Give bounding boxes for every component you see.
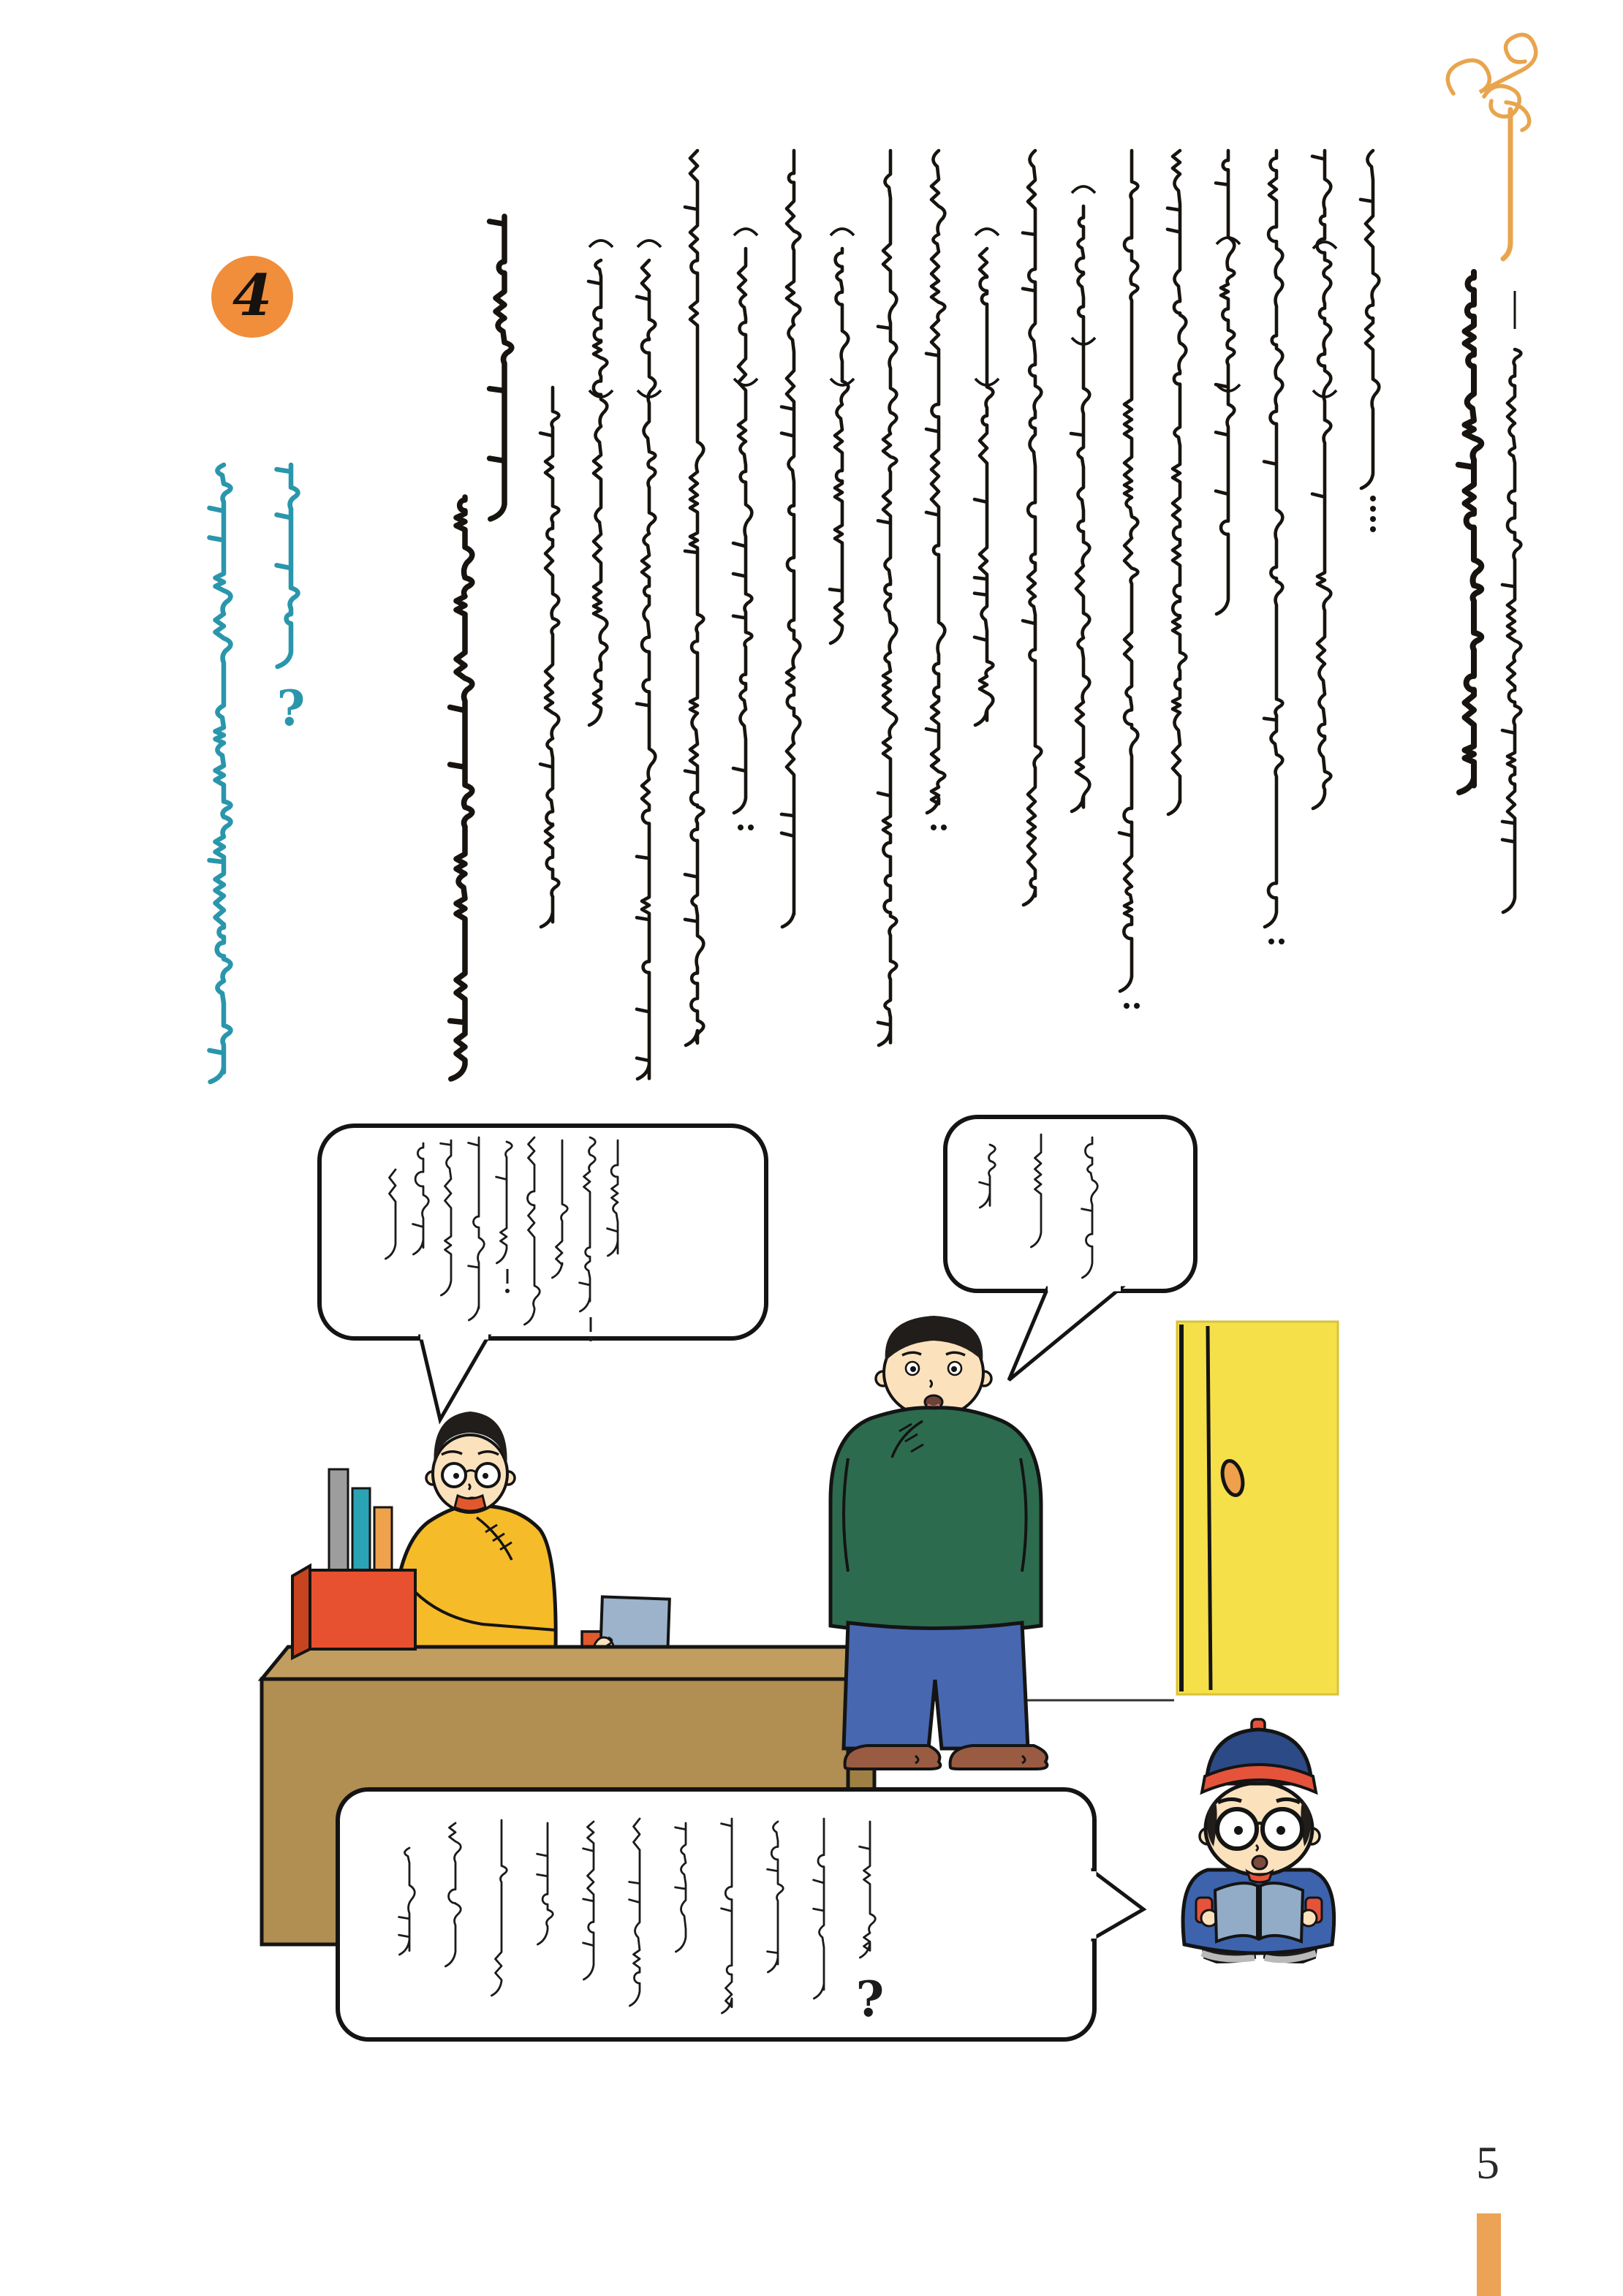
main-body-text: [450, 151, 1380, 1079]
door: [1177, 1322, 1338, 1694]
visitor-standing: [831, 1316, 1047, 1769]
bubble-right-body: [945, 1117, 1195, 1291]
lesson-number: 4: [232, 262, 273, 329]
bubble-left-body: [319, 1126, 766, 1338]
book-holder: [310, 1570, 415, 1649]
visitor-shoe: [950, 1746, 1048, 1769]
question-mark: ?: [855, 1971, 885, 2028]
bubble-bottom-tail: [1093, 1871, 1143, 1939]
footer-bar: [1477, 2213, 1501, 2296]
bubble-left: [319, 1126, 766, 1420]
lesson-number-badge: [211, 256, 293, 338]
bubble-left-tail: [420, 1336, 488, 1420]
visitor-shoe: [845, 1746, 941, 1769]
teacher-seated: [393, 1412, 670, 1677]
page-number: 5: [1476, 2137, 1499, 2189]
child-reading: [1183, 1719, 1334, 1962]
bubble-right: [945, 1117, 1195, 1380]
visitor-pants: [844, 1623, 1028, 1748]
bubble-bottom: [338, 1789, 1143, 2039]
header-title-text: [1459, 272, 1521, 912]
book-stand: [292, 1469, 415, 1658]
bubble-right-tail: [1009, 1288, 1121, 1380]
visitor-sweater: [831, 1408, 1041, 1633]
open-book: [1215, 1883, 1257, 1941]
lesson-title-text: [210, 465, 306, 1082]
question-mark: ?: [276, 680, 306, 737]
